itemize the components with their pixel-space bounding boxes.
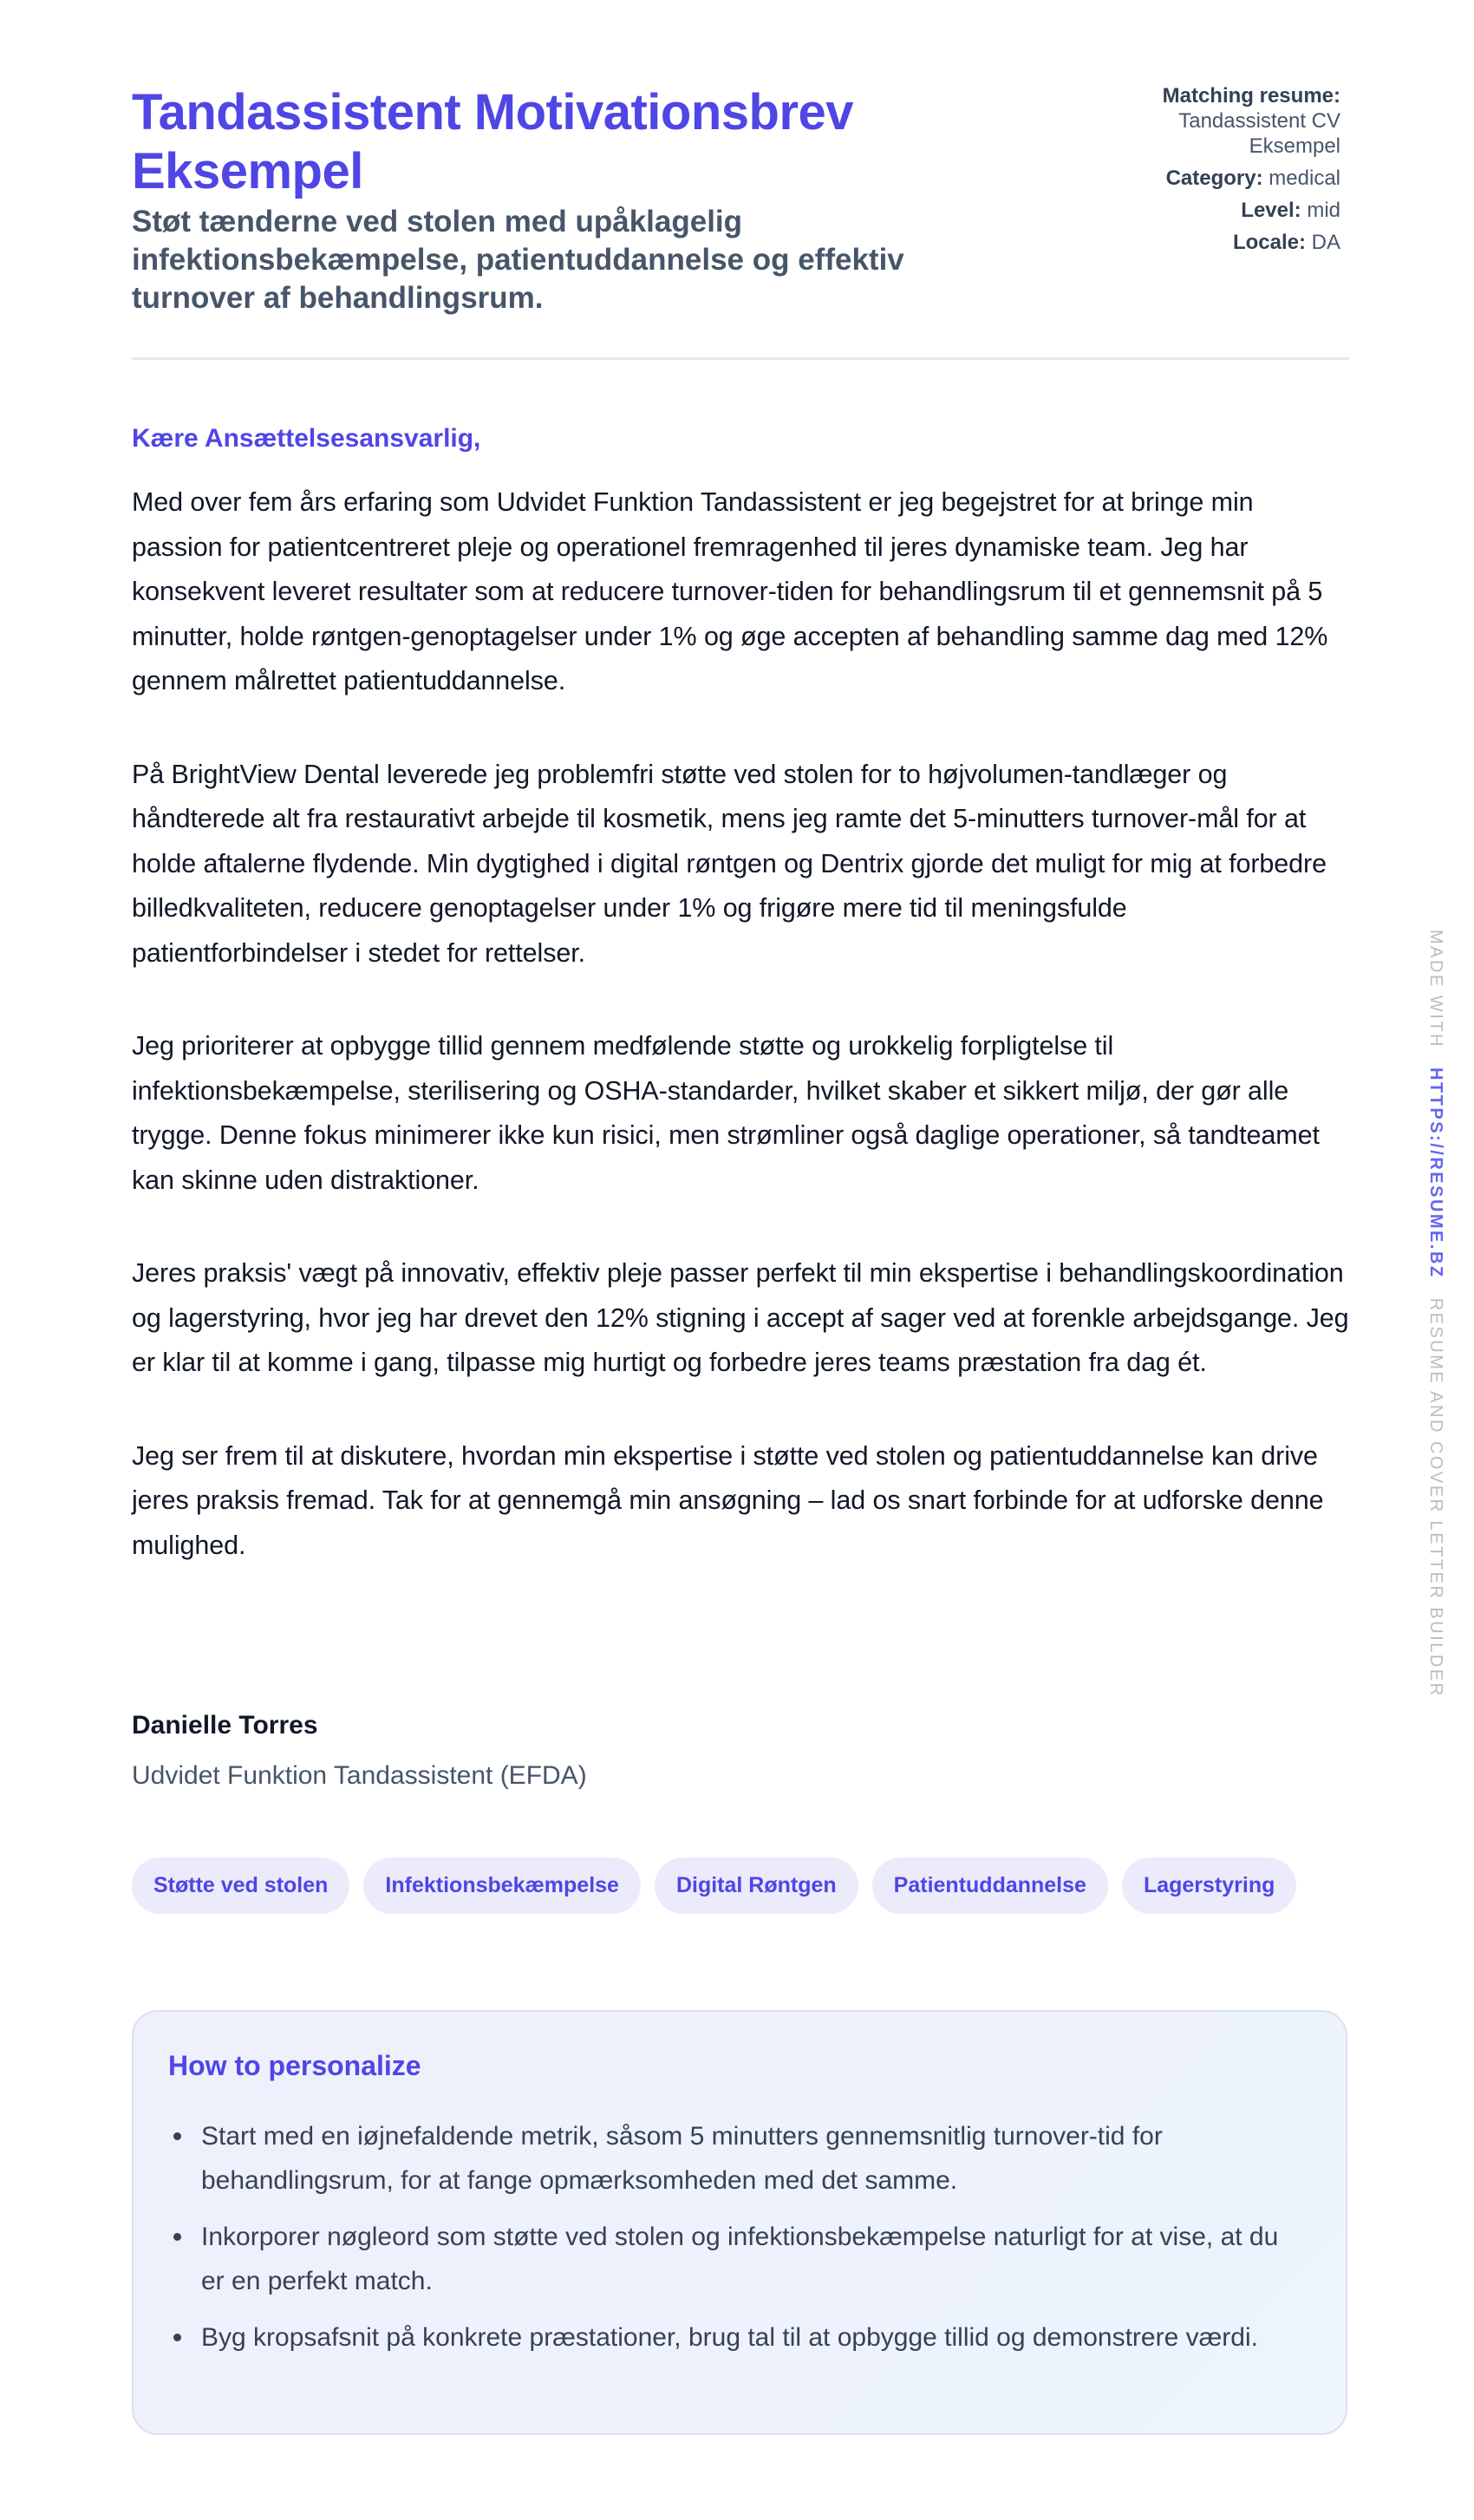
bullet-icon bbox=[173, 2334, 181, 2341]
page-subtitle: Støt tænderne ved stolen med upåklagelig infektionsbekæmpelse, patientuddannelse og effektiv turnover af behandlingsrum. bbox=[132, 205, 904, 315]
skill-tag: Infektionsbekæmpelse bbox=[363, 1857, 641, 1914]
skill-tags bbox=[132, 1857, 1296, 1914]
bullet-icon bbox=[173, 2132, 181, 2140]
meta-category-label: Category: bbox=[1165, 166, 1263, 190]
signature-block bbox=[132, 1708, 1172, 1793]
letter-paragraph: Jeg prioriterer at opbygge tillid gennem medfølende støtte og urokkelig forpligtelse til infektionsbekæmpelse, sterilisering og OSHA-standarder, hvilket skaber et sikkert miljø, der gør alle trygge. Denne fokus minimerer ikke kun risici, men strømliner også daglige operationer, så tandteamet kan skinne uden distraktioner. bbox=[132, 1031, 1320, 1195]
personalize-tips-box bbox=[132, 2010, 1347, 2435]
personalize-title: How to personalize bbox=[168, 2050, 421, 2081]
personalize-tips-list bbox=[168, 2114, 1304, 2372]
skill-tag: Lagerstyring bbox=[1122, 1857, 1296, 1914]
personalize-tip-text: Byg kropsafsnit på konkrete præstationer, brug tal til at opbygge tillid og demonstrere værdi. bbox=[201, 2323, 1258, 2352]
meta-matching-resume-label: Matching resume: bbox=[1162, 84, 1340, 108]
meta-category-value: medical bbox=[1269, 166, 1340, 190]
watermark bbox=[1425, 930, 1445, 1698]
letter-greeting: Kære Ansættelsesansvarlig, bbox=[132, 424, 481, 453]
header-divider bbox=[132, 357, 1349, 360]
watermark-prefix: MADE WITH bbox=[1426, 930, 1445, 1048]
meta-category bbox=[1115, 166, 1340, 191]
letter-paragraph: Jeg ser frem til at diskutere, hvordan min ekspertise i støtte ved stolen og patientuddannelse kan drive jeres praksis fremad. Tak for at gennemgå min ansøgning – lad os snart forbinde for at udforske denne mulighed. bbox=[132, 1440, 1324, 1560]
letter-paragraph: På BrightView Dental leverede jeg problemfri støtte ved stolen for to højvolumen-tandlæger og håndterede alt fra restaurativt arbejde til kosmetik, mens jeg ramte det 5-minutters turnover-mål for at holde aftalerne flydende. Min dygtighed i digital røntgen og Dentrix gjorde det muligt for mig at forbedre billedkvaliteten, reducere genoptagelser under 1% og frigøre mere tid til meningsfulde patientforbindelser i stedet for rettelser. bbox=[132, 759, 1327, 968]
signature-name: Danielle Torres bbox=[132, 1711, 318, 1740]
personalize-tip-text: Inkorporer nøgleord som støtte ved stolen og infektionsbekæmpelse naturligt for at vise, at du er en perfekt match. bbox=[201, 2223, 1279, 2295]
skill-tag: Digital Røntgen bbox=[655, 1857, 858, 1914]
signature-title: Udvidet Funktion Tandassistent (EFDA) bbox=[132, 1761, 587, 1790]
meta-level-value: mid bbox=[1307, 199, 1340, 222]
skill-tag: Støtte ved stolen bbox=[132, 1857, 349, 1914]
meta-locale bbox=[1115, 230, 1340, 255]
meta-locale-label: Locale: bbox=[1232, 231, 1306, 254]
personalize-tip bbox=[168, 2114, 1304, 2203]
meta-locale-value: DA bbox=[1311, 231, 1340, 254]
meta-matching-resume-link[interactable]: Tandassistent CV Eksempel bbox=[1178, 109, 1340, 158]
meta-level bbox=[1115, 198, 1340, 223]
personalize-tip bbox=[168, 2315, 1304, 2360]
letter-paragraph: Med over fem års erfaring som Udvidet Funktion Tandassistent er jeg begejstret for at bringe min passion for patientcentreret pleje og operationel fremragenhed til jeres dynamiske team. Jeg har konsekvent leveret resultater som at reducere turnover-tiden for behandlingsrum til et gennemsnit på 5 minutter, holde røntgen-genoptagelser under 1% og øge accepten af behandling samme dag med 12% gennem målrettet patientuddannelse. bbox=[132, 487, 1328, 695]
personalize-tip-text: Start med en iøjnefaldende metrik, såsom 5 minutters gennemsnitlig turnover-tid for behandlingsrum, for at fange opmærksomheden med det samme. bbox=[201, 2122, 1163, 2195]
bullet-icon bbox=[173, 2233, 181, 2241]
page-header bbox=[132, 83, 1349, 317]
personalize-tip bbox=[168, 2215, 1304, 2303]
meta-matching-resume bbox=[1115, 83, 1340, 159]
skill-tag: Patientuddannelse bbox=[872, 1857, 1108, 1914]
page-title: Tandassistent Motivationsbrev Eksempel bbox=[132, 84, 854, 199]
watermark-link[interactable]: HTTPS://RESUME.BZ bbox=[1426, 1067, 1445, 1279]
meta-panel bbox=[1115, 83, 1340, 262]
watermark-suffix: RESUME AND COVER LETTER BUILDER bbox=[1426, 1297, 1445, 1698]
letter-body bbox=[132, 421, 1349, 1616]
letter-paragraph: Jeres praksis' vægt på innovativ, effektiv pleje passer perfekt til min ekspertise i behandlingskoordination og lagerstyring, hvor jeg har drevet den 12% stigning i accept af sager ved at forenkle arbejdsgange. Jeg er klar til at komme i gang, tilpasse mig hurtigt og forbedre jeres teams præstation fra dag ét. bbox=[132, 1258, 1349, 1377]
meta-level-label: Level: bbox=[1241, 199, 1301, 222]
